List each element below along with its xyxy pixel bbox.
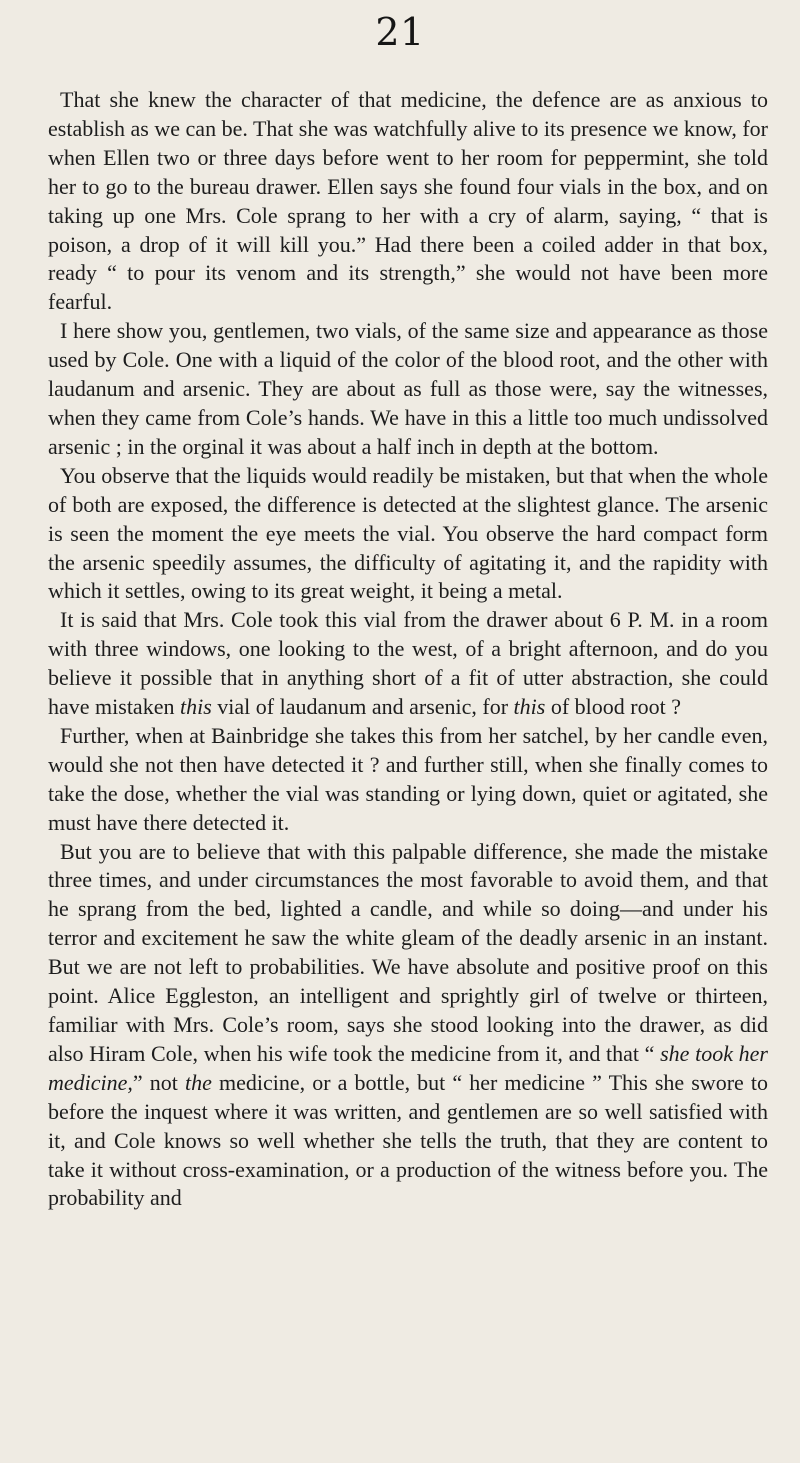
text-run: vial of laudanum and arsenic, for [211, 694, 514, 720]
body-text [48, 86, 768, 1213]
text-run: But you are to believe that with this palpable difference, she made the mistake three times, and under circumstances the most favorable to avoid them, and that he sprang from the bed, lighted a candle, and while so doing—and under his terror and excitement he saw the white gleam of the deadly arsenic in an instant. But we are not left to probabilities. We have absolute and positive proof on this point. Alice Eggleston, an intelligent and sprightly girl of twelve or thirteen, familiar with Mrs. Cole’s room, says she stood looking into the drawer, as did also Hiram Cole, when his wife took the medicine from it, and that “ [48, 838, 768, 1066]
text-run: Further, when at Bainbridge she takes this from her satchel, by her candle even, would she not then have detected it ? and further still, when she finally comes to take the dose, whether the vial was standing or lying down, quiet or agitated, she must have there detected it. [48, 722, 768, 835]
italic-text: the [184, 1069, 212, 1095]
page-number: 21 [375, 10, 425, 54]
text-run: ” not [132, 1069, 185, 1095]
italic-text: this [513, 694, 546, 720]
text-run: medicine, or a bottle, but “ her medicine ” This she swore to before the inquest where it was written, and gentlemen are so well satisfied with it, and Cole knows so well whether she tells the truth, that they are content to take it without cross-examination, or a production of the witness before you. The probability and [48, 1069, 768, 1211]
italic-text: this [179, 694, 212, 720]
paragraph [48, 462, 768, 607]
text-run: of blood root ? [545, 694, 681, 720]
text-run: That she knew the character of that medicine, the defence are as anxious to establish as we can be. That she was watchfully alive to its presence we know, for when Ellen two or three days before went to her room for peppermint, she told her to go to the bureau drawer. Ellen says she found four vials in the box, and on taking up one Mrs. Cole sprang to her with a cry of alarm, saying, “ that is poison, a drop of it will kill you.” Had there been a coiled adder in that box, ready “ to pour its venom and its strength,” she would not have been more fearful. [48, 87, 768, 315]
paragraph [48, 838, 768, 1214]
text-run: It is said that Mrs. Cole took this vial from the drawer about 6 P. M. in a room with three windows, one looking to the west, of a bright afternoon, and do you believe it possible that in anything short of a fit of utter abstraction, she could have mistaken [48, 607, 768, 720]
text-run: I here show you, gentlemen, two vials, of the same size and appearance as those used by Cole. One with a liquid of the color of the blood root, and the other with laudanum and arsenic. They are about as full as those were, say the witnesses, when they came from Cole’s hands. We have in this a little too much undissolved arsenic ; in the orginal it was about a half inch in depth at the bottom. [48, 318, 768, 459]
paragraph [48, 317, 768, 462]
text-run: You observe that the liquids would readily be mistaken, but that when the whole of both are exposed, the difference is detected at the slightest glance. The arsenic is seen the moment the eye meets the vial. You observe the hard compact form the arsenic speedily assumes, the difficulty of agitating it, and the rapidity with which it settles, owing to its great weight, it being a metal. [48, 462, 768, 604]
paragraph [48, 606, 768, 722]
paragraph [48, 722, 768, 838]
italic-text: she took her medicine, [48, 1040, 768, 1095]
paragraph [48, 86, 768, 317]
